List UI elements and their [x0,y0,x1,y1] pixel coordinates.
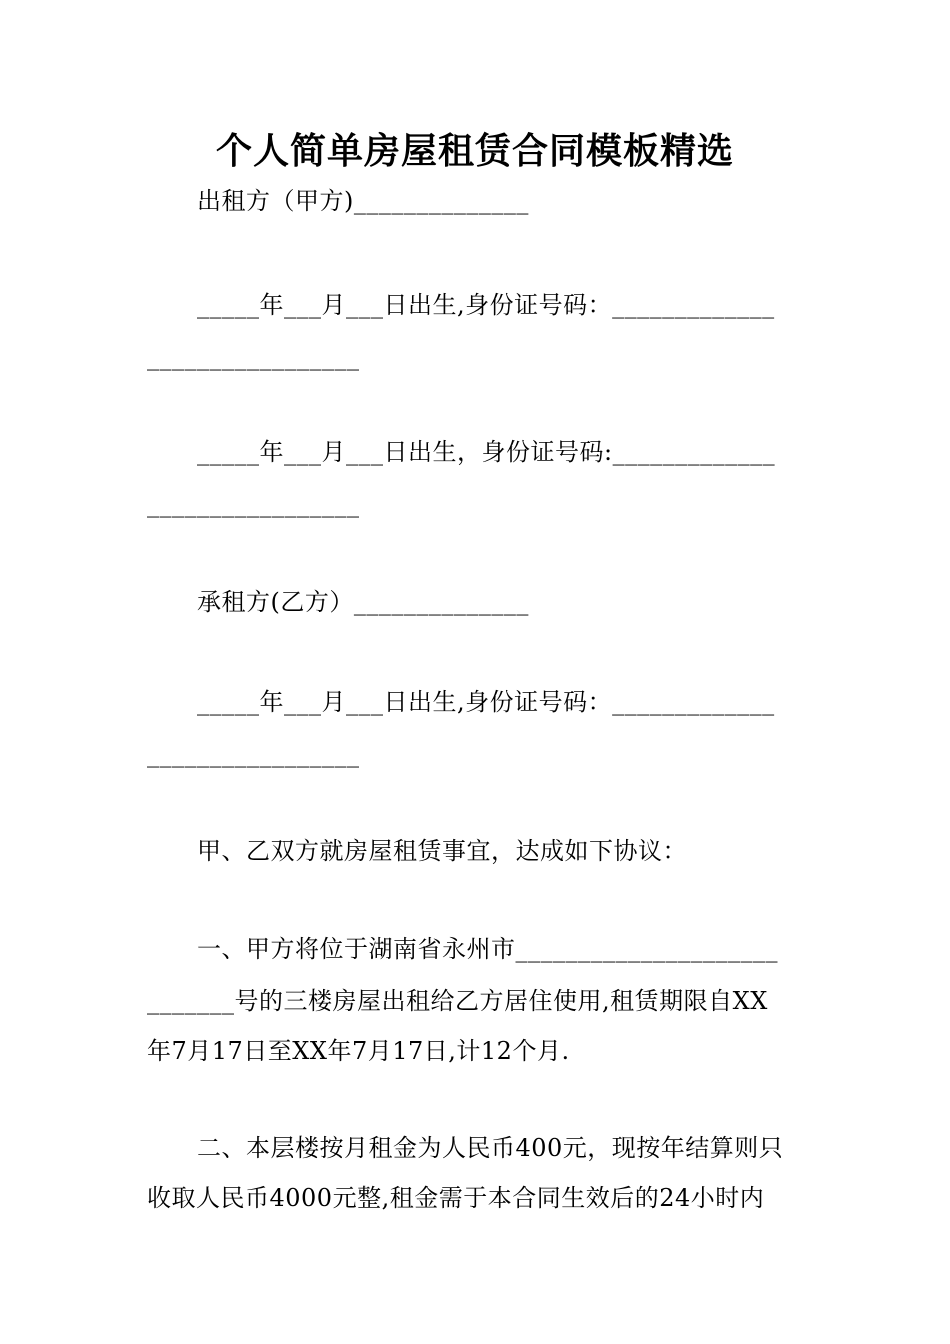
lessee-line: 承租方(乙方）______________ [197,588,529,616]
clause-2-line-2: 收取人民币4000元整,租金需于本合同生效后的24小时内 [147,1184,765,1212]
lessor-line: 出租方（甲方)______________ [197,187,529,215]
lessor-id-continuation-1: _________________ [147,343,360,371]
lessor-id-continuation-2: _________________ [147,490,360,518]
agreement-intro: 甲、乙双方就房屋租赁事宜，达成如下协议： [197,837,687,865]
lessee-birth-id-line: _____年___月___日出生,身份证号码：_____________ [197,688,775,716]
clause-1-line-3: 年7月17日至XX年7月17日,计12个月. [147,1037,570,1065]
clause-2-line-1: 二、本层楼按月租金为人民币400元，现按年结算则只 [197,1134,784,1162]
document-title: 个人简单房屋租赁合同模板精选 [215,131,734,172]
lessee-id-continuation: _________________ [147,740,360,768]
lessor-birth-id-line-2: _____年___月___日出生，身份证号码:_____________ [197,438,776,466]
clause-1-line-2: _______号的三楼房屋出租给乙方居住使用,租赁期限自XX [147,987,768,1015]
lessor-birth-id-line-1: _____年___月___日出生,身份证号码：_____________ [197,291,775,319]
clause-1-line-1: 一、甲方将位于湖南省永州市_____________________ [197,935,778,963]
